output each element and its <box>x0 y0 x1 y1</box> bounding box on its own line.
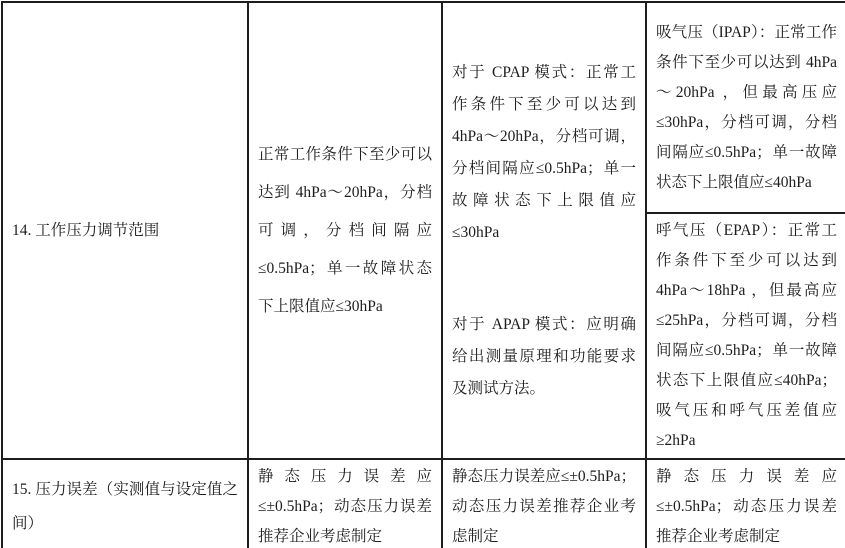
apap-mode-paragraph: 对于 APAP 模式：应明确给出测量原理和功能要求及测试方法。 <box>452 315 636 397</box>
row15-bilevel-cell <box>646 459 845 548</box>
row-15 <box>2 459 845 548</box>
row15-general-text: 静态压力误差应≤±0.5hPa；动态压力误差推荐企业考虑制定 <box>258 468 432 545</box>
row15-cpap-apap-cell <box>442 459 646 548</box>
row15-label: 15. 压力误差（实测值与设定值之间） <box>12 481 238 532</box>
row14-label-cell <box>2 2 248 459</box>
row14-epap-cell <box>646 213 845 459</box>
row14-general-requirement-cell <box>248 2 442 459</box>
row15-cpap-apap-text: 静态压力误差应≤±0.5hPa；动态压力误差推荐企业考虑制定 <box>452 468 636 545</box>
row14-label: 14. 工作压力调节范围 <box>12 221 160 239</box>
spec-table <box>1 1 845 548</box>
row14-general-requirement: 正常工作条件下至少可以达到 4hPa～20hPa，分档可调，分档间隔应≤0.5hPa；单一故障状态下上限值应≤30hPa <box>258 145 432 315</box>
row15-bilevel-text: 静态压力误差应≤±0.5hPa；动态压力误差推荐企业考虑制定 <box>656 468 837 545</box>
cpap-mode-paragraph: 对于 CPAP 模式：正常工作条件下至少可以达到 4hPa～20hPa，分档可调，分档间隔应≤0.5hPa；单一故障状态下上限值应≤30hPa <box>452 63 636 241</box>
row14-cpap-apap-cell <box>442 2 646 459</box>
epap-paragraph: 呼气压（EPAP）：正常工作条件下至少可以达到 4hPa～18hPa ，但最高应≤25hPa，分档可调，分档间隔应≤0.5hPa；单一故障状态下上限值应≤40hPa；吸气压和呼气压差值应≥2hPa <box>656 222 837 449</box>
ipap-paragraph: 吸气压（IPAP）：正常工作条件下至少可以达到 4hPa～20hPa ，但最高压应≤30hPa，分档可调，分档间隔应≤0.5hPa；单一故障状态下上限值应≤40hPa <box>656 23 837 191</box>
row14-ipap-cell <box>646 2 845 213</box>
row-14 <box>2 2 845 213</box>
row15-label-cell <box>2 459 248 548</box>
row15-general-cell <box>248 459 442 548</box>
